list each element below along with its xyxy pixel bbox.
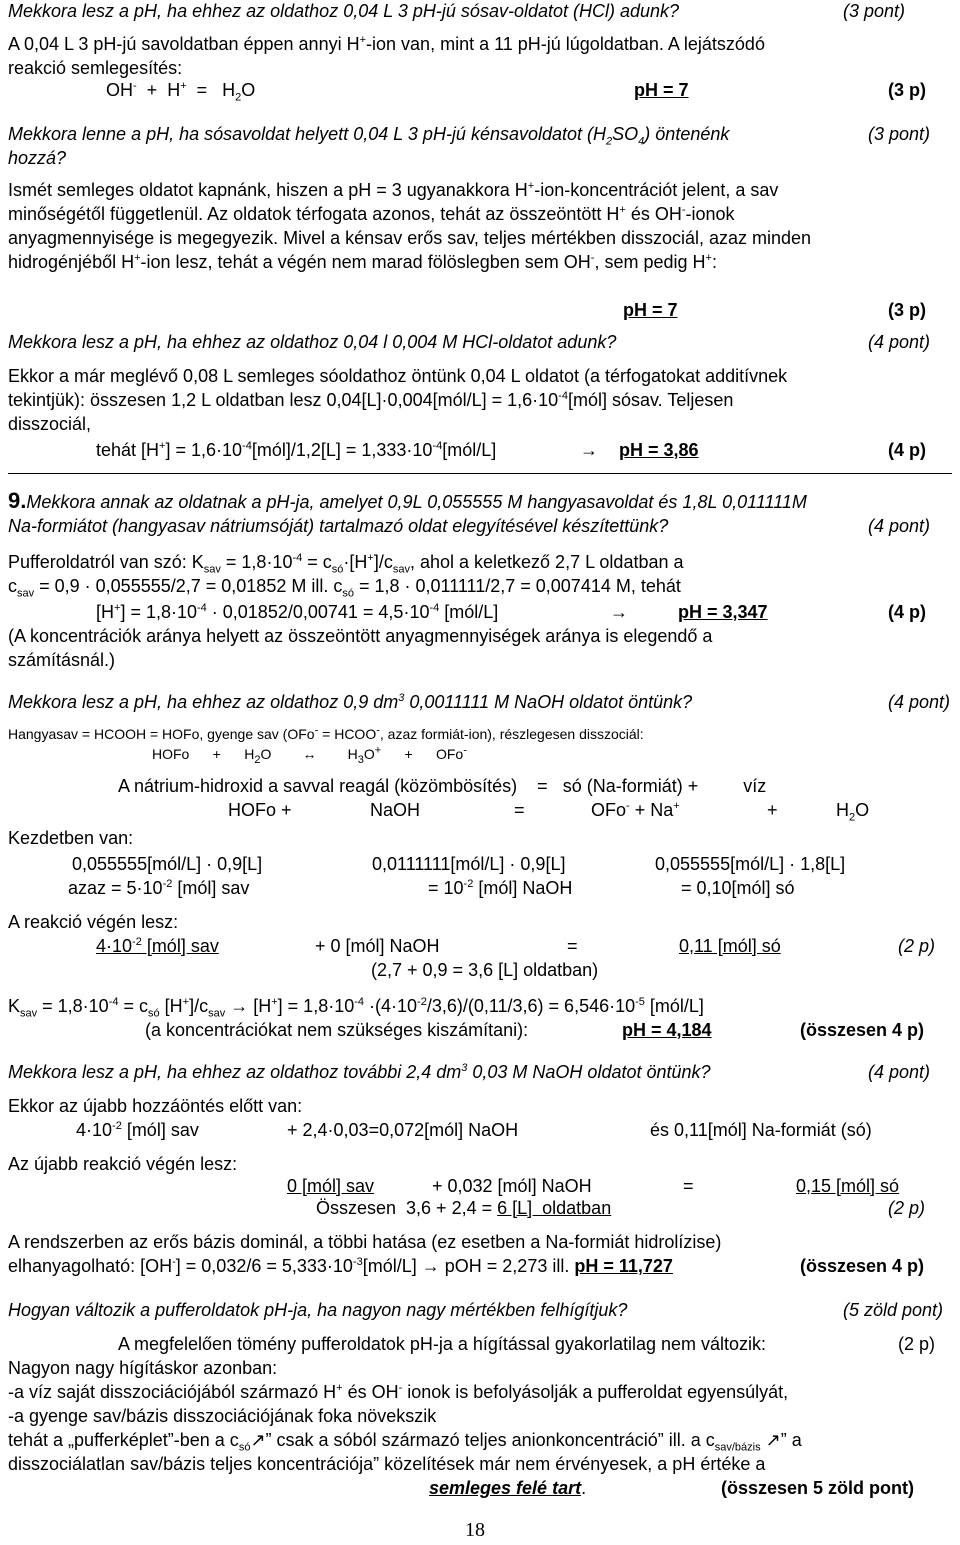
dissociation-equation: HOFo + $H_2O$ ↔ $H_3O^+$ + OFo- <box>152 744 467 766</box>
initial-salt-mol: = 0,10[mól] só <box>681 878 795 898</box>
eq2-naoh: NaOH <box>370 800 421 820</box>
dilution-line-3: -a víz saját disszociációjából származó H+ és OH- ionok is befolyásolják a pufferoldat egyensúlyát, <box>8 1382 789 1402</box>
arrow-icon: → <box>610 602 628 622</box>
new-end-acid: 0 [mól] sav <box>287 1176 375 1196</box>
question-9-points: (4 pont) <box>868 516 931 536</box>
result-ph-3-347: pH = 3,347 <box>678 602 768 622</box>
initial-naoh-mol: = $10^{-2}$ [mól] NaOH <box>428 878 573 898</box>
question-2-points: (3 pont) <box>868 124 931 144</box>
total-4p-b: (összesen 4 p) <box>800 1256 925 1276</box>
question-2-line-2: hozzá? <box>8 148 67 168</box>
initial-acid-mol: azaz = $5\cdot 10^{-2}$ [mól] sav <box>68 878 250 898</box>
answer-2-line-2: minőségétől függetlenül. Az oldatok térfogata azonos, tehát az összeöntött H+ és OH--ionok <box>8 204 735 224</box>
points-2p-c: (2 p) <box>898 1334 936 1354</box>
question-3: Mekkora lesz a pH, ha ehhez az oldathoz 0,04 l 0,004 M HCl-oldatot adunk? <box>8 332 617 352</box>
dilution-line-2: Nagyon nagy hígításkor azonban: <box>8 1358 278 1378</box>
end-acid: $4\cdot 10^{-2}$ [mól] sav <box>96 936 219 956</box>
strong-base-line-1: A rendszerben az erős bázis dominál, a többi hatása (ez esetben a Na-formiát hidrolízise) <box>8 1232 722 1252</box>
new-end-volume: Összesen 3,6 + 2,4 = 6 [L] oldatban <box>316 1198 612 1218</box>
buffer-line-3: $[H^+] = 1,8\cdot 10^{-4} \cdot 0,01852/0,00741 = 4,5\cdot 10^{-4}$ [mól/L] <box>96 602 499 622</box>
answer-2-line-3: anyagmennyisége is megegyezik. Mivel a kénsav erős sav, teljes mértékben disszociál, azaz minden <box>8 228 812 248</box>
answer-3-line-3: disszociál, <box>8 414 92 434</box>
question-9: 9.Mekkora annak az oldatnak a pH-ja, amelyet 0,9L 0,055555 M hangyasavoldat és 1,8L 0,011111M <box>8 488 807 513</box>
end-equals: = <box>567 936 578 956</box>
question-9d-points: (5 zöld pont) <box>843 1300 944 1320</box>
eq2-plus: + <box>767 800 778 820</box>
initial-heading: Kezdetben van: <box>8 828 134 848</box>
question-9c-points: (4 pont) <box>868 1062 931 1082</box>
answer-2-line-4: hidrogénjéből H+-ion lesz, tehát a végén nem marad fölöslegben sem OH-, sem pedig H+: <box>8 252 717 272</box>
before-salt: és 0,11[mól] Na-formiát (só) <box>650 1120 872 1140</box>
answer-1-line-1: A 0,04 L 3 pH-jú savoldatban éppen annyi H+-ion van, mint a 11 pH-jú lúgoldatban. A lejátszódó <box>8 34 765 54</box>
formic-acid-note: Hangyasav = HCOOH = HOFo, gyenge sav (OFo- = HCOO-, azaz formiát-ion), részlegesen disszociál: <box>8 724 644 742</box>
page-number: 18 <box>465 1519 485 1541</box>
question-2: Mekkora lenne a pH, ha sósavoldat helyett 0,04 L 3 pH-jú kénsavoldatot $(H_2SO_4)$ öntenénk <box>8 124 730 148</box>
total-5p: (összesen 5 zöld pont) <box>721 1478 915 1498</box>
result-ph-7-b: pH = 7 <box>623 300 678 320</box>
result-ph-3-86: pH = 3,86 <box>619 440 699 460</box>
question-1-points: (3 pont) <box>843 1 906 21</box>
strong-base-line-2: elhanyagolható: $[OH^-] = 0,032/6 = 5,333\cdot 10^{-3}[mól/L]$ → pOH = 2,273 ill. pH = 11,727 <box>8 1256 673 1276</box>
points-3p: (3 p) <box>888 80 926 100</box>
before-naoh: + 2,4·0,03=0,072[mól] NaOH <box>287 1120 519 1140</box>
buffer-note-1: (A koncentrációk aránya helyett az összeöntött anyagmennyiségek aránya is elegendő a <box>8 626 713 646</box>
dilution-line-5: tehát a „pufferképlet”-ben a $c_{só}↗$” csak a sóból származó teljes anionkoncentráció” ill. a $c_{sav/bázis}$ ↗” a <box>8 1430 802 1454</box>
before-acid: $4\cdot 10^{-2}$ [mól] sav <box>76 1120 199 1140</box>
question-1: Mekkora lesz a pH, ha ehhez az oldathoz 0,04 L 3 pH-jú sósav-oldatot (HCl) adunk? <box>8 1 680 21</box>
points-4p-b: (4 p) <box>888 602 926 622</box>
end-heading: A reakció végén lesz: <box>8 912 179 932</box>
dilution-line-4: -a gyenge sav/bázis disszociációjának foka növekszik <box>8 1406 437 1426</box>
eq2-hofo: HOFo + <box>228 800 292 820</box>
result-ph-4-184: pH = 4,184 <box>622 1020 712 1040</box>
answer-1-line-2: reakció semlegesítés: <box>8 58 183 78</box>
question-9b: Mekkora lesz a pH, ha ehhez az oldathoz 0,9 $dm^3$ 0,0011111 M NaOH oldatot öntünk? <box>8 692 693 712</box>
eq2-ofo: OFo- + Na+ <box>591 800 680 820</box>
new-end-equals: = <box>683 1176 694 1196</box>
before-heading: Ekkor az újabb hozzáöntés előtt van: <box>8 1096 303 1116</box>
neutralization-text: A nátrium-hidroxid a savval reagál (közömbösítés) = só (Na-formiát) + víz <box>118 776 767 796</box>
points-4p: (4 p) <box>888 440 926 460</box>
divider <box>8 473 952 474</box>
end-volume: (2,7 + 0,9 = 3,6 [L] oldatban) <box>371 960 599 980</box>
question-9b-points: (4 pont) <box>888 692 951 712</box>
buffer-line-1: Pufferoldatról van szó: $K_{sav} = 1,8\cdot 10^{-4} = c_{só}\cdot[H^+]/c_{sav}$, ahol a keletkező 2,7 L oldatban a <box>8 552 684 576</box>
buffer-line-2: $c_{sav} = 0,9 \cdot 0,055555/2,7 = 0,01852$ M ill. $c_{só} = 1,8 \cdot 0,011111/2,7 = 0,007414$ M, tehát <box>8 576 681 600</box>
ka-equation: $K_{sav} = 1,8\cdot 10^{-4} = c_{só}$ $[H^+]/c_{sav} \to [H^+] = 1,8\cdot 10^{-4} \cdot(4\cdot 10^{-2}/3,6)/(0,11/3,6) = 6,546\cdot 10^{-5}$ [mól/L] <box>8 996 704 1020</box>
points-2p: (2 p) <box>898 936 936 956</box>
initial-salt: 0,055555[mól/L] · 1,8[L] <box>655 854 846 874</box>
concentration-note: (a koncentrációkat nem szükséges kiszámítani): <box>145 1020 529 1040</box>
dilution-line-1: A megfelelően tömény pufferoldatok pH-ja a hígítással gyakorlatilag nem változik: <box>118 1334 767 1354</box>
answer-3-line-2: tekintjük): összesen 1,2 L oldatban lesz 0,04[L]·0,004[mól/L] = $1,6\cdot 10^{-4}[mól]$ sósav. Teljesen <box>8 390 734 410</box>
question-9c: Mekkora lesz a pH, ha ehhez az oldathoz további 2,4 $dm^3$ 0,03 M NaOH oldatot öntünk? <box>8 1062 711 1082</box>
dilution-conclusion: semleges felé tart. <box>429 1478 587 1498</box>
eq2-equals: = <box>514 800 525 820</box>
question-9-line-2: Na-formiátot (hangyasav nátriumsóját) tartalmazó oldat elegyítésével készítettünk? <box>8 516 669 536</box>
end-naoh: + 0 [mól] NaOH <box>315 936 440 956</box>
initial-acid: 0,055555[mól/L] · 0,9[L] <box>72 854 263 874</box>
result-ph-7: pH = 7 <box>634 80 689 100</box>
answer-3-line-1: Ekkor a már meglévő 0,08 L semleges sóoldathoz öntünk 0,04 L oldatot (a térfogatokat additívnek <box>8 366 788 386</box>
question-9d: Hogyan változik a pufferoldatok pH-ja, ha nagyon nagy mértékben felhígítjuk? <box>8 1300 628 1320</box>
new-end-heading: Az újabb reakció végén lesz: <box>8 1154 238 1174</box>
points-3p-b: (3 p) <box>888 300 926 320</box>
points-2p-b: (2 p) <box>888 1198 926 1218</box>
answer-2-line-1: Ismét semleges oldatot kapnánk, hiszen a pH = 3 ugyanakkora H+-ion-koncentrációt jelent, a sav <box>8 180 779 200</box>
end-salt: 0,11 [mól] só <box>679 936 781 956</box>
new-end-salt: 0,15 [mól] só <box>796 1176 900 1196</box>
answer-3-line-4: tehát $[H^+] = 1,6\cdot 10^{-4}[mól]/1,2[L]$ = $1,333\cdot 10^{-4}[mól/L]$ <box>96 440 497 460</box>
initial-naoh: 0,0111111[mól/L] · 0,9[L] <box>372 854 566 874</box>
total-4p: (összesen 4 p) <box>800 1020 925 1040</box>
dilution-line-6: disszociálatlan sav/bázis teljes koncentrációja” közelítések már nem érvényesek, a pH értéke a <box>8 1454 766 1474</box>
new-end-naoh: + 0,032 [mól] NaOH <box>432 1176 592 1196</box>
buffer-note-2: számításnál.) <box>8 650 116 670</box>
arrow-icon: → <box>580 440 598 460</box>
eq2-water: $H_2O$ <box>836 800 870 824</box>
question-3-points: (4 pont) <box>868 332 931 352</box>
equation-1: $OH^- + H^+ = H_2O$ <box>106 80 256 104</box>
